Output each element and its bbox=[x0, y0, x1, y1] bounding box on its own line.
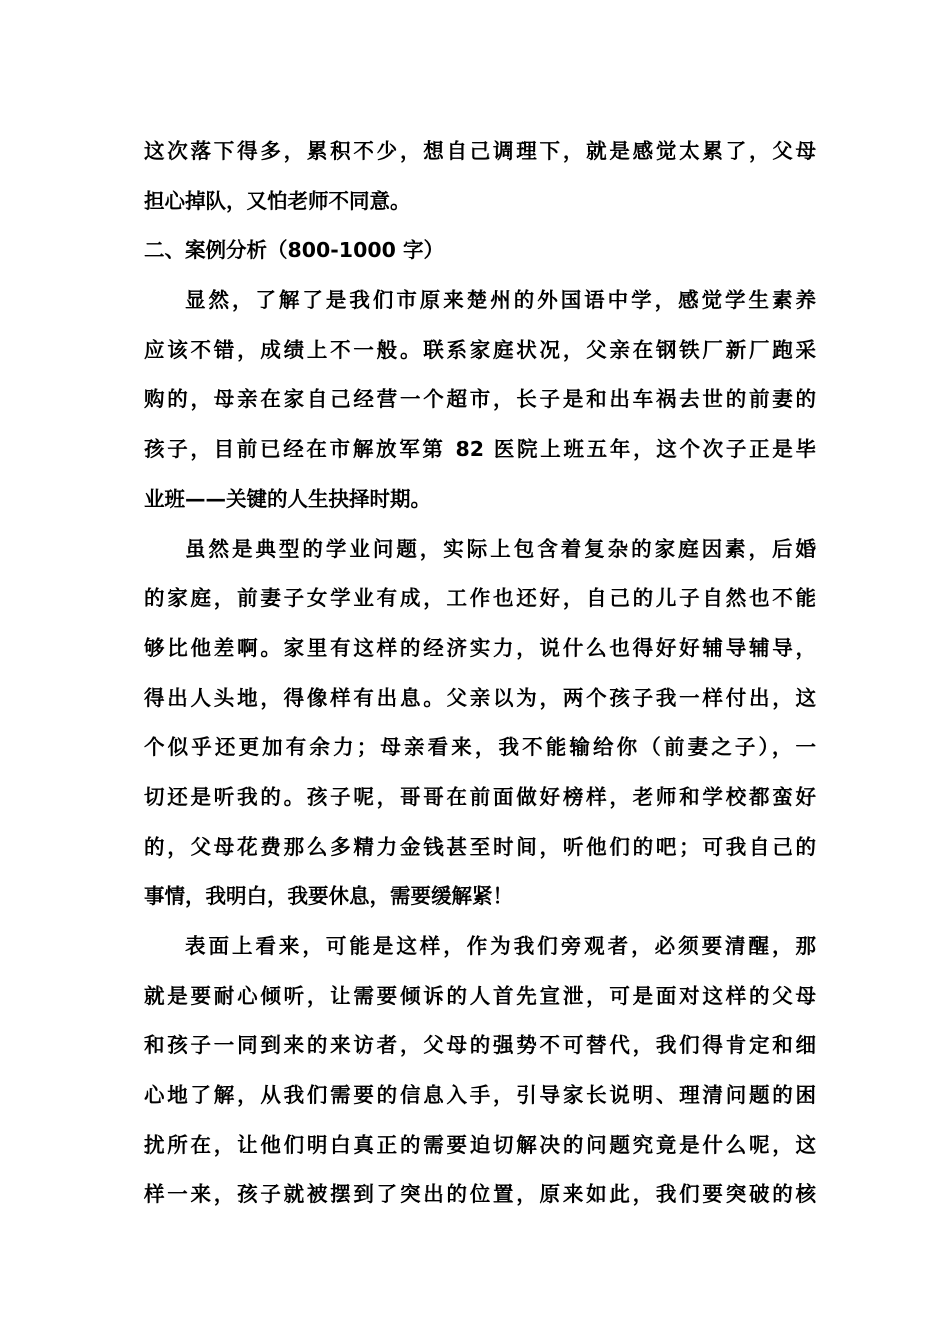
text-line: 个似乎还更加有余力；母亲看来，我不能输给你（前妻之子），一 bbox=[144, 735, 816, 760]
text-line: 这次落下得多，累积不少，想自己调理下，就是感觉太累了，父母 bbox=[144, 139, 816, 163]
text-line: 样一来，孩子就被摆到了突出的位置，原来如此，我们要突破的核 bbox=[144, 1182, 816, 1207]
paragraph-first-line: 显然，了解了是我们市原来楚州的外国语中学，感觉学生素养 bbox=[185, 288, 816, 313]
text-line: 孩子，目前已经在市解放军第 82 医院上班五年，这个次子正是毕 bbox=[144, 437, 816, 462]
text-line: 应该不错，成绩上不一般。联系家庭状况，父亲在钢铁厂新厂跑采 bbox=[144, 337, 816, 362]
document-body bbox=[144, 127, 816, 1220]
text-line: 的，父母花费那么多精力金钱甚至时间，听他们的吧；可我自己的 bbox=[144, 834, 816, 859]
text-line: 扰所在，让他们明白真正的需要迫切解决的问题究竟是什么呢，这 bbox=[144, 1132, 816, 1157]
text-line: 切还是听我的。孩子呢，哥哥在前面做好榜样，老师和学校都蛮好 bbox=[144, 784, 816, 809]
text-line: 的家庭，前妻子女学业有成，工作也还好，自己的儿子自然也不能 bbox=[144, 586, 816, 611]
text-line: 购的，母亲在家自己经营一个超市，长子是和出车祸去世的前妻的 bbox=[144, 387, 816, 412]
text-line: 和孩子一同到来的来访者，父母的强势不可替代，我们得肯定和细 bbox=[144, 1033, 816, 1058]
text-line: 够比他差啊。家里有这样的经济实力，说什么也得好好辅导辅导， bbox=[144, 635, 816, 660]
paragraph-first-line: 虽然是典型的学业问题，实际上包含着复杂的家庭因素，后婚 bbox=[185, 536, 816, 561]
text-line: 二、案例分析（800-1000 字） bbox=[144, 238, 444, 263]
paragraph-first-line: 表面上看来，可能是这样，作为我们旁观者，必须要清醒，那 bbox=[185, 934, 816, 958]
text-line: 事情，我明白，我要休息，需要缓解紧！ bbox=[144, 884, 513, 909]
text-line: 业班——关键的人生抉择时期。 bbox=[144, 486, 431, 511]
text-line: 担心掉队，又怕老师不同意。 bbox=[144, 188, 411, 213]
text-line: 得出人头地，得像样有出息。父亲以为，两个孩子我一样付出，这 bbox=[144, 685, 816, 710]
text-line: 就是要耐心倾听，让需要倾诉的人首先宣泄，可是面对这样的父母 bbox=[144, 983, 816, 1008]
text-line: 心地了解，从我们需要的信息入手，引导家长说明、理清问题的困 bbox=[144, 1083, 816, 1108]
